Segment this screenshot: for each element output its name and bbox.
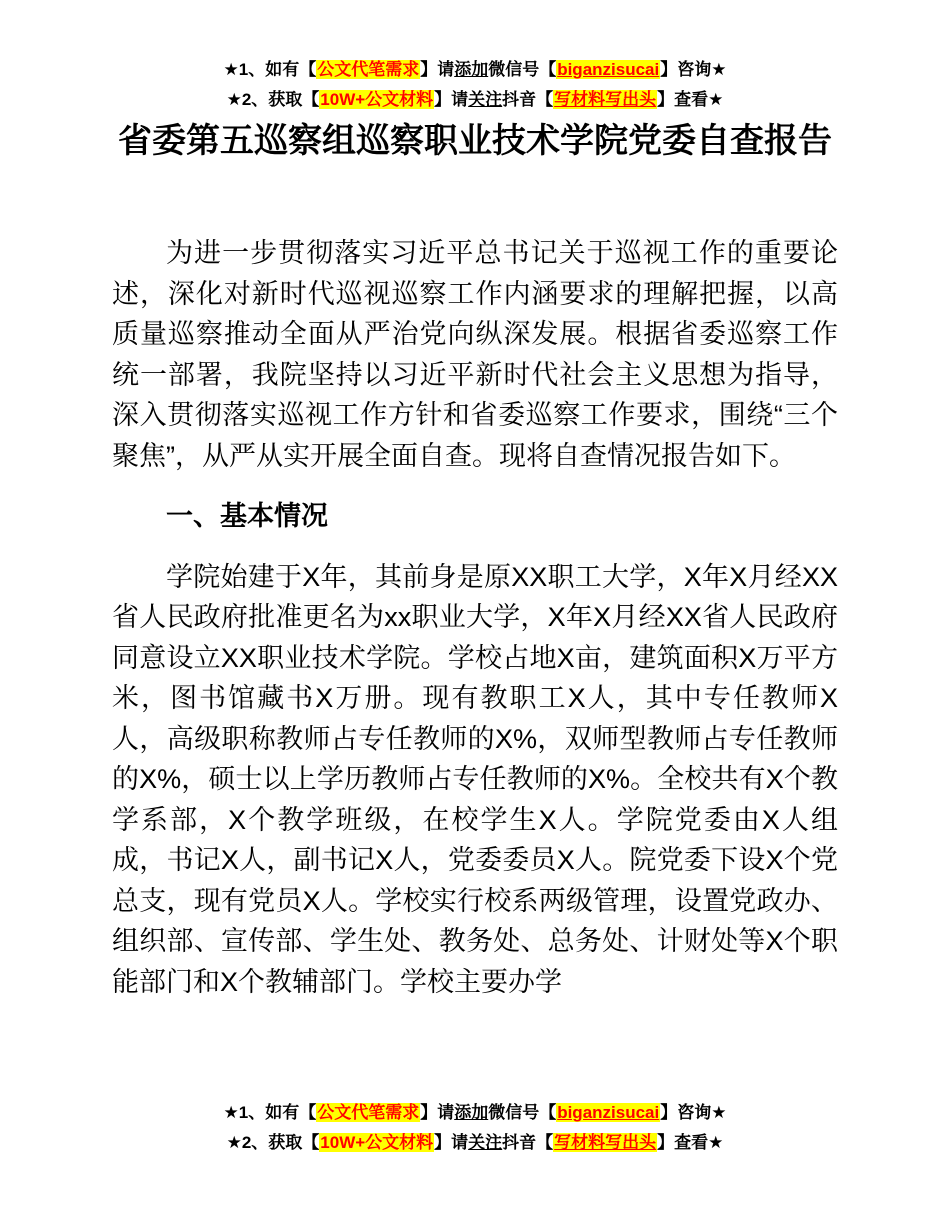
document-body: [0, 233, 950, 1002]
promo-text: 】查看★: [657, 90, 724, 109]
promo-text: 微信号【: [488, 1103, 557, 1122]
promo-line-1: [0, 1098, 950, 1128]
promo-line-1: [0, 55, 950, 85]
promo-text: 抖音【: [502, 1133, 554, 1152]
promo-highlight-materials: 10W+公文材料: [320, 90, 434, 109]
paragraph-basic-info: 学院始建于X年，其前身是原XX职工大学，X年X月经XX省人民政府批准更名为xx职业大学，X年X月经XX省人民政府同意设立XX职业技术学院。学校占地X亩，建筑面积X万平方米，图书馆藏书X万册。现有教职工X人，其中专任教师X人，高级职称教师占专任教师的X%，双师型教师占专任教师的X%，硕士以上学历教师占专任教师的X%。全校共有X个教学系部，X个教学班级，在校学生X人。学院党委由X人组成，书记X人，副书记X人，党委委员X人。院党委下设X个党总支，现有党员X人。学校实行校系两级管理，设置党政办、组织部、宣传部、学生处、教务处、总务处、计财处等X个职能部门和X个教辅部门。学校主要办学: [112, 561, 838, 997]
promo-text: ★2、获取【: [226, 90, 320, 109]
promo-line-2: [0, 85, 950, 115]
promo-text: 】请: [420, 1103, 455, 1122]
promo-highlight-materials: 10W+公文材料: [320, 1133, 434, 1152]
paragraph-intro: 为进一步贯彻落实习近平总书记关于巡视工作的重要论述，深化对新时代巡视巡察工作内涵要求的理解把握，以高质量巡察推动全面从严治党向纵深发展。根据省委巡察工作统一部署，我院坚持以习近平新时代社会主义思想为指导，深入贯彻落实巡视工作方针和省委巡察工作要求，围绕“三个聚焦”，从严从实开展全面自查。现将自查情况报告如下。: [112, 238, 838, 471]
promo-text: 】请: [420, 60, 455, 79]
promo-highlight-wechat-id: biganzisucai: [557, 1103, 660, 1122]
promo-underline-follow: 关注: [468, 1133, 503, 1152]
promo-underline-follow: 关注: [468, 90, 503, 109]
footer-promo: [0, 1098, 950, 1158]
promo-text: 】咨询★: [660, 1103, 727, 1122]
promo-text: ★1、如有【: [223, 1103, 317, 1122]
promo-highlight-service: 公文代笔需求: [317, 1103, 420, 1122]
header-promo: [0, 0, 950, 115]
promo-text: ★1、如有【: [223, 60, 317, 79]
promo-highlight-wechat-id: biganzisucai: [557, 60, 660, 79]
promo-text: 】咨询★: [660, 60, 727, 79]
document-title: 省委第五巡察组巡察职业技术学院党委自查报告: [118, 122, 832, 160]
promo-underline-add: 添加: [454, 60, 489, 79]
promo-text: 】请: [434, 1133, 469, 1152]
promo-highlight-douyin-id: 写材料写出头: [554, 90, 657, 109]
promo-highlight-service: 公文代笔需求: [317, 60, 420, 79]
promo-underline-add: 添加: [454, 1103, 489, 1122]
promo-highlight-douyin-id: 写材料写出头: [554, 1133, 657, 1152]
section-heading-basic-info: 一、基本情况: [166, 501, 328, 531]
promo-text: 】查看★: [657, 1133, 724, 1152]
promo-text: ★2、获取【: [226, 1133, 320, 1152]
promo-text: 】请: [434, 90, 469, 109]
promo-line-2: [0, 1128, 950, 1158]
promo-text: 微信号【: [488, 60, 557, 79]
promo-text: 抖音【: [502, 90, 554, 109]
